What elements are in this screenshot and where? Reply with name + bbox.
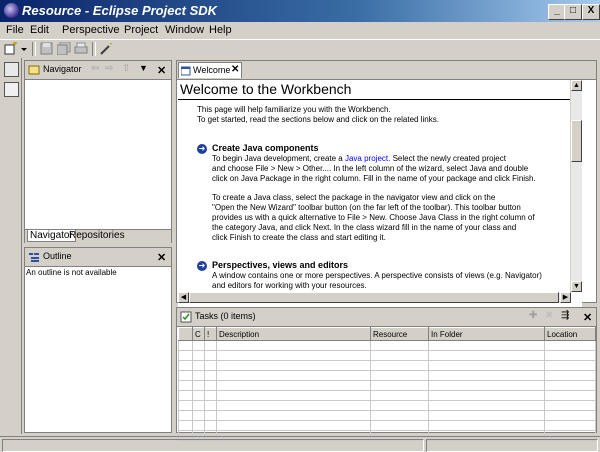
status-field <box>426 439 598 452</box>
table-cell <box>217 401 371 411</box>
navigator-title: Navigator <box>43 64 82 74</box>
outline-icon <box>28 251 40 263</box>
table-cell <box>193 391 205 401</box>
section-paragraph-line: "Open the New Wizard" toolbar button (on the far left of the toolbar). This toolbar button <box>212 203 521 212</box>
editor-tab-strip <box>177 61 596 80</box>
table-row[interactable] <box>179 351 596 361</box>
intro-line: This page will help familiarize you with the Workbench. <box>197 105 391 114</box>
tasks-close-icon[interactable]: ✕ <box>583 312 593 324</box>
table-cell <box>371 421 429 431</box>
table-cell <box>217 361 371 371</box>
table-cell <box>545 391 596 401</box>
tasks-title: Tasks (0 items) <box>195 311 256 321</box>
table-cell <box>205 361 217 371</box>
menu-edit[interactable]: Edit <box>30 24 49 36</box>
table-row[interactable] <box>179 401 596 411</box>
table-cell <box>371 411 429 421</box>
table-cell <box>193 401 205 411</box>
main-toolbar <box>0 39 600 57</box>
delete-task-icon[interactable]: ✖ <box>545 310 554 321</box>
save-all-icon[interactable] <box>57 42 71 55</box>
table-row[interactable] <box>179 371 596 381</box>
section-paragraph-line: and choose File > New > Other.... In the left column of the wizard, select Java and double <box>212 164 529 173</box>
tasks-view <box>176 307 597 433</box>
table-cell <box>545 361 596 371</box>
tasks-body <box>179 341 596 441</box>
new-wizard-icon[interactable] <box>4 42 18 55</box>
section-paragraph-line: provides us with a quick alternative to File > New. Choose Java Class in the right column of <box>212 213 535 222</box>
open-perspective-icon[interactable] <box>4 62 19 77</box>
section-paragraph-line: To create a Java class, select the package in the navigator view and click on the <box>212 193 496 202</box>
vertical-scroll-thumb[interactable] <box>571 120 582 162</box>
navigator-icon <box>28 64 40 76</box>
menu-project[interactable]: Project <box>124 24 159 36</box>
navigator-header <box>25 61 171 80</box>
table-cell <box>371 381 429 391</box>
table-cell <box>371 361 429 371</box>
table-row[interactable] <box>179 421 596 431</box>
table-cell <box>205 411 217 421</box>
outline-close-icon[interactable]: ✕ <box>157 252 167 264</box>
table-cell <box>371 401 429 411</box>
table-row[interactable] <box>179 341 596 351</box>
column-header-priority[interactable]: ! <box>205 328 217 341</box>
navigator-view <box>24 60 172 243</box>
welcome-heading: Welcome to the Workbench <box>180 81 352 97</box>
table-cell <box>193 411 205 421</box>
table-cell <box>429 361 545 371</box>
section-paragraph-line: click Finish to create the class and start editing it. <box>212 233 386 242</box>
resource-perspective-icon[interactable] <box>4 82 19 97</box>
column-header-description[interactable]: Description <box>217 328 371 341</box>
horizontal-scroll-thumb[interactable] <box>189 292 559 303</box>
table-cell <box>205 351 217 361</box>
table-row[interactable] <box>179 411 596 421</box>
table-cell <box>205 341 217 351</box>
section-paragraph-line: A window contains one or more perspectives. A perspective consists of views (e.g. Navigator) <box>212 271 542 280</box>
outline-empty-message: An outline is not available <box>26 268 117 277</box>
up-icon[interactable]: ⇧ <box>122 63 131 74</box>
table-cell <box>371 351 429 361</box>
tasks-icon <box>180 311 192 323</box>
table-cell <box>205 371 217 381</box>
editor-vertical-scrollbar[interactable] <box>570 80 582 292</box>
title-bar[interactable] <box>0 0 600 22</box>
table-cell <box>217 351 371 361</box>
window-title: Resource - Eclipse Project SDK <box>22 3 218 18</box>
column-header-resource[interactable]: Resource <box>371 328 429 341</box>
column-header-completed[interactable]: C <box>193 328 205 341</box>
table-cell <box>217 411 371 421</box>
table-cell <box>545 341 596 351</box>
table-cell <box>371 341 429 351</box>
table-cell <box>429 391 545 401</box>
table-cell <box>429 351 545 361</box>
table-cell <box>371 391 429 401</box>
perspective-shortcut-bar <box>0 58 22 434</box>
menu-help[interactable]: Help <box>209 24 232 36</box>
table-cell <box>179 381 193 391</box>
menu-perspective[interactable]: Perspective <box>62 24 120 36</box>
table-cell <box>217 341 371 351</box>
table-cell <box>545 401 596 411</box>
welcome-icon <box>181 66 191 76</box>
print-icon[interactable] <box>74 42 88 55</box>
navigator-close-icon[interactable]: ✕ <box>157 65 167 77</box>
table-cell <box>429 401 545 411</box>
section-paragraph-line: click on Java Package in the right column. Fill in the name of your package and click Finish. <box>212 174 536 183</box>
table-cell <box>217 421 371 431</box>
table-cell <box>429 411 545 421</box>
welcome-editor <box>176 60 597 303</box>
menu-file[interactable]: File <box>6 24 24 36</box>
table-row[interactable] <box>179 391 596 401</box>
toolbar-separator <box>92 42 96 56</box>
table-cell <box>545 411 596 421</box>
table-cell <box>217 391 371 401</box>
menu-bar <box>0 22 600 39</box>
table-cell <box>371 371 429 381</box>
new-dropdown-icon[interactable] <box>20 42 28 55</box>
scroll-right-icon[interactable]: ▶ <box>560 292 571 303</box>
status-field <box>2 439 424 452</box>
section-paragraph-line: and editors for working with your resources. <box>212 281 367 290</box>
table-cell <box>193 421 205 431</box>
table-row[interactable] <box>179 361 596 371</box>
table-cell <box>545 351 596 361</box>
minimize-button[interactable]: _ <box>548 4 566 20</box>
table-cell <box>429 421 545 431</box>
welcome-tab-label: Welcome <box>193 65 231 75</box>
section-title-java: Create Java components <box>212 143 319 153</box>
scroll-up-icon[interactable]: ▲ <box>571 80 582 91</box>
toolbar-separator <box>32 42 36 56</box>
editor-horizontal-scrollbar[interactable] <box>178 292 571 303</box>
maximize-button[interactable]: □ <box>564 4 582 20</box>
table-cell <box>193 381 205 391</box>
table-cell <box>179 401 193 411</box>
tab-navigator[interactable]: Navigator <box>27 230 76 242</box>
table-cell <box>179 421 193 431</box>
section-title-perspectives: Perspectives, views and editors <box>212 260 349 270</box>
table-cell <box>193 361 205 371</box>
tasks-header <box>177 308 596 327</box>
java-project-link[interactable]: Java project. <box>344 154 391 163</box>
close-window-button[interactable]: X <box>582 4 600 20</box>
outline-title: Outline <box>43 251 72 261</box>
navigator-tabs <box>25 229 171 244</box>
outline-view <box>24 247 172 433</box>
outline-header <box>25 248 171 267</box>
table-cell <box>205 391 217 401</box>
column-header-check[interactable] <box>179 328 193 341</box>
menu-window[interactable]: Window <box>165 24 205 36</box>
section-arrow-icon[interactable]: ➜ <box>198 261 206 270</box>
section-arrow-icon[interactable]: ➜ <box>198 144 206 153</box>
section-paragraph-line: the category Java, and click Next. In the class wizard fill in the name of your class and <box>212 223 517 232</box>
table-cell <box>179 411 193 421</box>
table-cell <box>217 381 371 391</box>
table-cell <box>429 381 545 391</box>
view-menu-icon[interactable]: ▼ <box>139 63 148 73</box>
table-cell <box>205 381 217 391</box>
column-header-in-folder[interactable]: In Folder <box>429 328 545 341</box>
scroll-down-icon[interactable]: ▼ <box>571 281 582 292</box>
table-cell <box>205 401 217 411</box>
section-paragraph-line: To begin Java development, create a Java project. Select the newly created project <box>212 154 506 163</box>
back-icon[interactable]: ⇦ <box>91 63 100 74</box>
table-cell <box>193 341 205 351</box>
column-header-location[interactable]: Location <box>545 328 596 341</box>
add-task-icon[interactable]: ✚ <box>529 310 538 321</box>
table-cell <box>193 351 205 361</box>
eclipse-app-icon <box>4 3 19 18</box>
scroll-left-icon[interactable]: ◀ <box>178 292 189 303</box>
table-cell <box>179 341 193 351</box>
status-bar <box>0 436 600 452</box>
welcome-tab[interactable] <box>178 62 242 78</box>
table-cell <box>193 371 205 381</box>
table-row[interactable] <box>179 381 596 391</box>
forward-icon[interactable]: ⇨ <box>105 63 114 74</box>
tab-repositories[interactable]: Repositories <box>69 230 125 241</box>
table-cell <box>545 371 596 381</box>
table-cell <box>545 381 596 391</box>
table-cell <box>429 341 545 351</box>
tasks-table[interactable] <box>178 327 596 441</box>
table-cell <box>179 361 193 371</box>
save-icon[interactable] <box>40 42 54 55</box>
heading-divider <box>178 99 582 100</box>
table-cell <box>429 371 545 381</box>
table-cell <box>179 391 193 401</box>
welcome-tab-close-icon[interactable]: ✕ <box>231 64 240 75</box>
table-cell <box>179 371 193 381</box>
tasks-header-row <box>179 328 596 341</box>
table-cell <box>179 351 193 361</box>
table-cell <box>205 421 217 431</box>
table-cell <box>217 371 371 381</box>
intro-line: To get started, read the sections below and click on the related links. <box>197 115 439 124</box>
filter-icon[interactable]: ⇶ <box>561 310 570 321</box>
wand-icon[interactable] <box>99 42 113 55</box>
table-cell <box>545 421 596 431</box>
